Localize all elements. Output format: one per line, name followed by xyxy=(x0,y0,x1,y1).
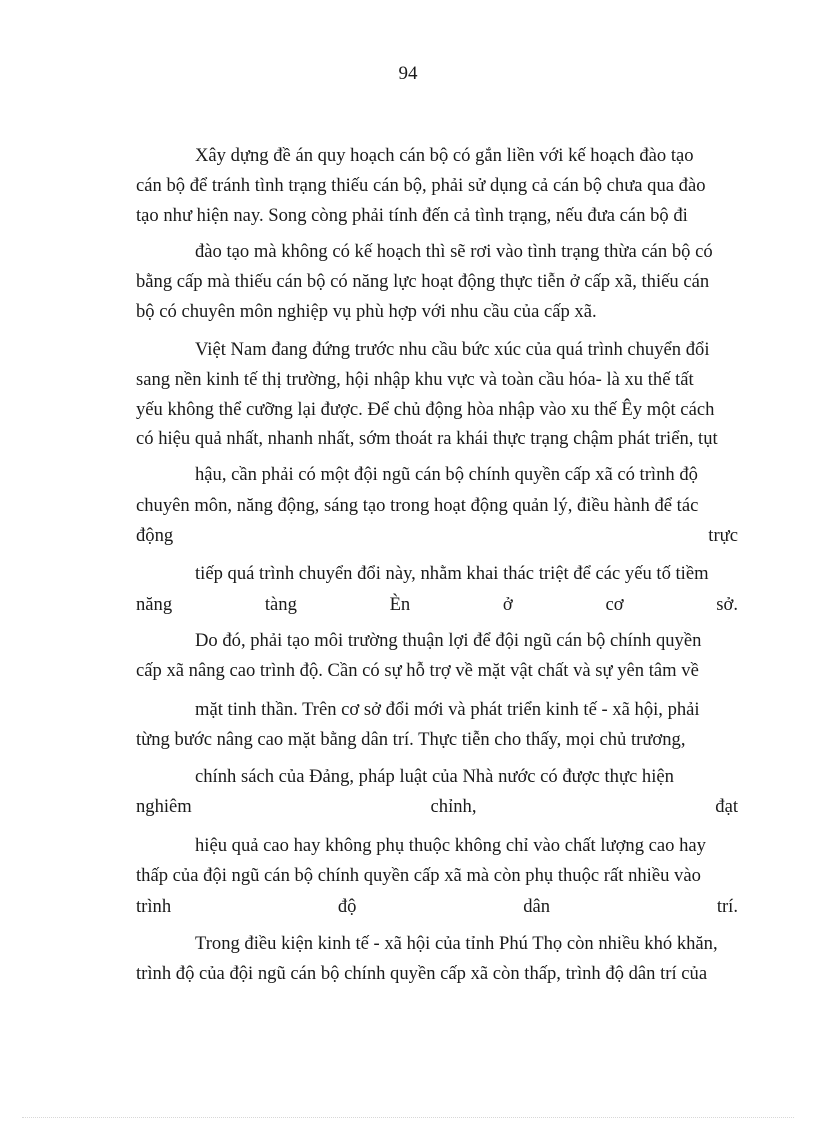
text-line: cấp xã nâng cao trình độ. Cần có sự hỗ trợ về mặt vật chất và sự yên tâm về xyxy=(136,660,699,681)
text-line: tiếp quá trình chuyển đổi này, nhằm khai thác triệt để các yếu tố tiềm xyxy=(195,563,709,584)
page-number: 94 xyxy=(398,63,418,84)
text-line: chuyên môn, năng động, sáng tạo trong hoạt động quản lý, điều hành để tác xyxy=(136,495,699,516)
text-line: bằng cấp mà thiếu cán bộ có năng lực hoạt động thực tiễn ở cấp xã, thiếu cán xyxy=(136,271,710,292)
text-line: yếu không thể cưỡng lại được. Để chủ động hòa nhập vào xu thế Êy một cách xyxy=(136,399,715,420)
text-line: có hiệu quả nhất, nhanh nhất, sớm thoát ra khái thực trạng chậm phát triển, tụt xyxy=(136,428,718,449)
text-line: năng tàng Èn ở cơ sở. xyxy=(136,594,738,615)
text-line: Do đó, phải tạo môi trường thuận lợi để đội ngũ cán bộ chính quyền xyxy=(195,630,702,651)
text-line: trình độ của đội ngũ cán bộ chính quyền cấp xã còn thấp, trình độ dân trí của xyxy=(136,963,708,984)
text-line: mặt tinh thần. Trên cơ sở đổi mới và phát triển kinh tế - xã hội, phải xyxy=(195,699,700,720)
page-bottom-divider xyxy=(22,1117,794,1118)
text-line: nghiêm chỉnh, đạt xyxy=(136,796,738,817)
text-line: thấp của đội ngũ cán bộ chính quyền cấp xã mà còn phụ thuộc rất nhiều vào xyxy=(136,865,701,886)
text-line: cán bộ để tránh tình trạng thiếu cán bộ, phải sử dụng cả cán bộ chưa qua đào xyxy=(136,175,706,196)
text-line: chính sách của Đảng, pháp luật của Nhà nước có được thực hiện xyxy=(195,766,674,787)
text-line: từng bước nâng cao mặt bằng dân trí. Thực tiễn cho thấy, mọi chủ trương, xyxy=(136,729,686,750)
text-line: sang nền kinh tế thị trường, hội nhập khu vực và toàn cầu hóa- là xu thế tất xyxy=(136,369,694,390)
text-line: bộ có chuyên môn nghiệp vụ phù hợp với nhu cầu của cấp xã. xyxy=(136,301,597,322)
text-line: Việt Nam đang đứng trước nhu cầu bức xúc của quá trình chuyển đổi xyxy=(195,339,710,360)
text-line: động trực xyxy=(136,525,738,546)
text-line: Xây dựng đề án quy hoạch cán bộ có gắn liền với kế hoạch đào tạo xyxy=(195,145,694,166)
text-line: tạo như hiện nay. Song còng phải tính đến cả tình trạng, nếu đưa cán bộ đi xyxy=(136,205,688,226)
text-line: Trong điều kiện kinh tế - xã hội của tỉnh Phú Thọ còn nhiều khó khăn, xyxy=(195,933,718,954)
text-line: đào tạo mà không có kế hoạch thì sẽ rơi vào tình trạng thừa cán bộ có xyxy=(195,241,713,262)
text-line: hiệu quả cao hay không phụ thuộc không chỉ vào chất lượng cao hay xyxy=(195,835,706,856)
text-line: trình độ dân trí. xyxy=(136,896,738,917)
text-line: hậu, cần phải có một đội ngũ cán bộ chính quyền cấp xã có trình độ xyxy=(195,464,698,485)
